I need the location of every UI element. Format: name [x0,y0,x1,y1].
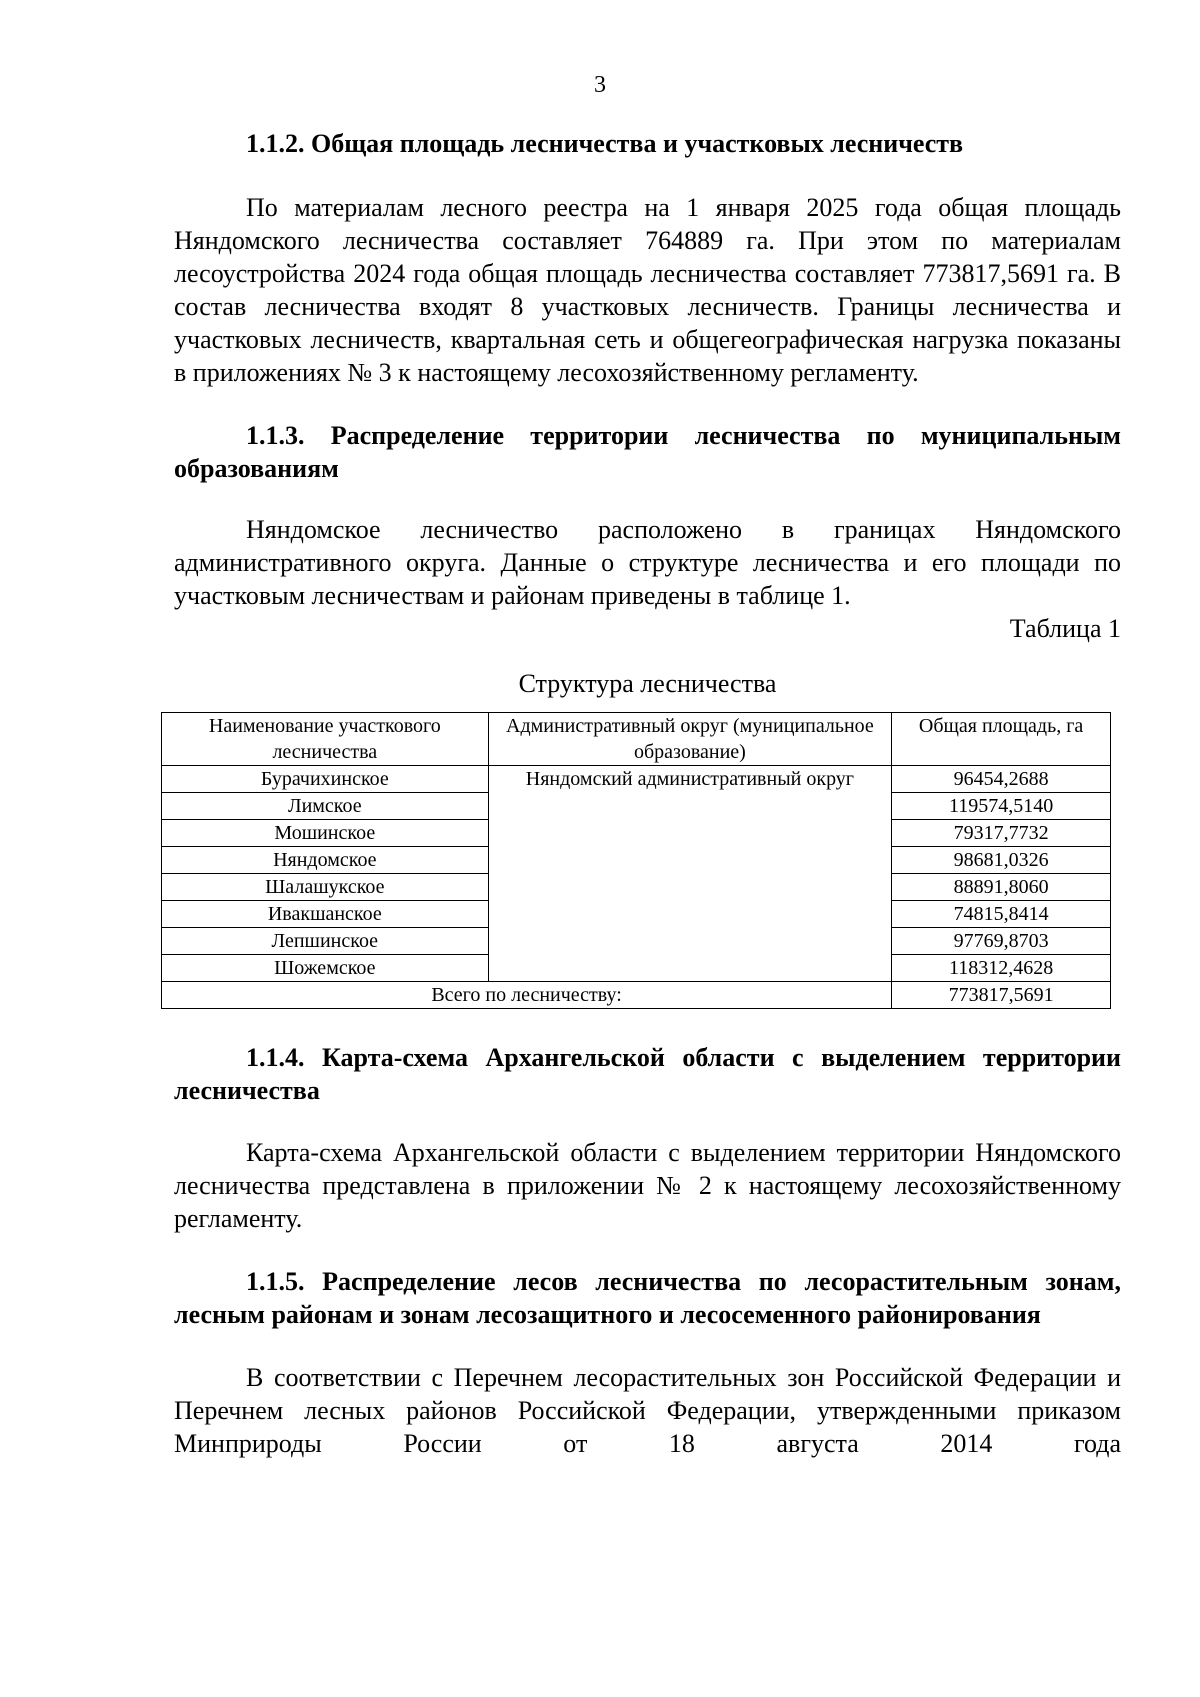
forestry-name: Бурачихинское [162,766,489,793]
section-heading-1-1-5: 1.1.5. Распределение лесов лесничества по лесорастительным зонам, лесным районам и зонам лесозащитного и лесосеменного районирования [174,1267,1121,1329]
forestry-name: Мошинское [162,820,489,847]
forestry-name: Лепшинское [162,928,489,955]
header-forestry-name: Наименование участкового лесничества [162,713,489,766]
forestry-area: 97769,8703 [892,928,1111,955]
forestry-area: 118312,4628 [892,955,1111,982]
table-row [162,766,1111,793]
forestry-area: 74815,8414 [892,901,1111,928]
section-paragraph-1-1-4: Карта-схема Архангельской области с выделением территории Няндомского лесничества представлена в приложении № 2 к настоящему лесохозяйственному регламенту. [174,1138,1121,1233]
forestry-area: 79317,7732 [892,820,1111,847]
forestry-area: 96454,2688 [892,766,1111,793]
section-heading-1-1-4: 1.1.4. Карта-схема Архангельской области с выделением территории лесничества [174,1043,1121,1105]
table-label: Таблица 1 [1009,614,1121,643]
table-header-row [162,713,1111,766]
total-label: Всего по лесничеству: [162,982,892,1009]
page-content [174,127,1121,1460]
forestry-area: 119574,5140 [892,793,1111,820]
section-paragraph-1-1-3: Няндомское лесничество расположено в границах Няндомского административного округа. Данные о структуре лесничества и его площади по участковым лесничествам и районам приведены в таблице 1. [174,515,1121,610]
forestry-structure-table [161,712,1111,1009]
section-heading-1-1-2: 1.1.2. Общая площадь лесничества и участковых лесничеств [246,129,964,158]
section-paragraph-1-1-2: По материалам лесного реестра на 1 января 2025 года общая площадь Няндомского лесничества составляет 764889 га. При этом по материалам лесоустройства 2024 года общая площадь лесничества составляет 773817,5691 га. В состав лесничества входят 8 участковых лесничеств. Границы лесничества и участковых лесничеств, квартальная сеть и общегеографическая нагрузка показаны в приложениях № 3 к настоящему лесохозяйственному регламенту. [174,193,1121,387]
forestry-area: 98681,0326 [892,847,1111,874]
section-paragraph-1-1-5: В соответствии с Перечнем лесорастительных зон Российской Федерации и Перечнем лесных районов Российской Федерации, утвержденными приказом Минприроды России от 18 августа 2014 года [174,1363,1121,1458]
forestry-name: Лимское [162,793,489,820]
forestry-area: 88891,8060 [892,874,1111,901]
header-district: Административный округ (муниципальное образование) [488,713,892,766]
forestry-name: Шалашукское [162,874,489,901]
forestry-name: Шожемское [162,955,489,982]
table-title: Структура лесничества [518,669,777,698]
forestry-name: Ивакшанское [162,901,489,928]
page-number: 3 [594,72,606,98]
total-area: 773817,5691 [892,982,1111,1009]
table-total-row [162,982,1111,1009]
section-heading-1-1-3: 1.1.3. Распределение территории лесничества по муниципальным образованиям [174,421,1121,483]
header-area: Общая площадь, га [892,713,1111,766]
district-name: Няндомский административный округ [488,766,892,982]
forestry-name: Няндомское [162,847,489,874]
